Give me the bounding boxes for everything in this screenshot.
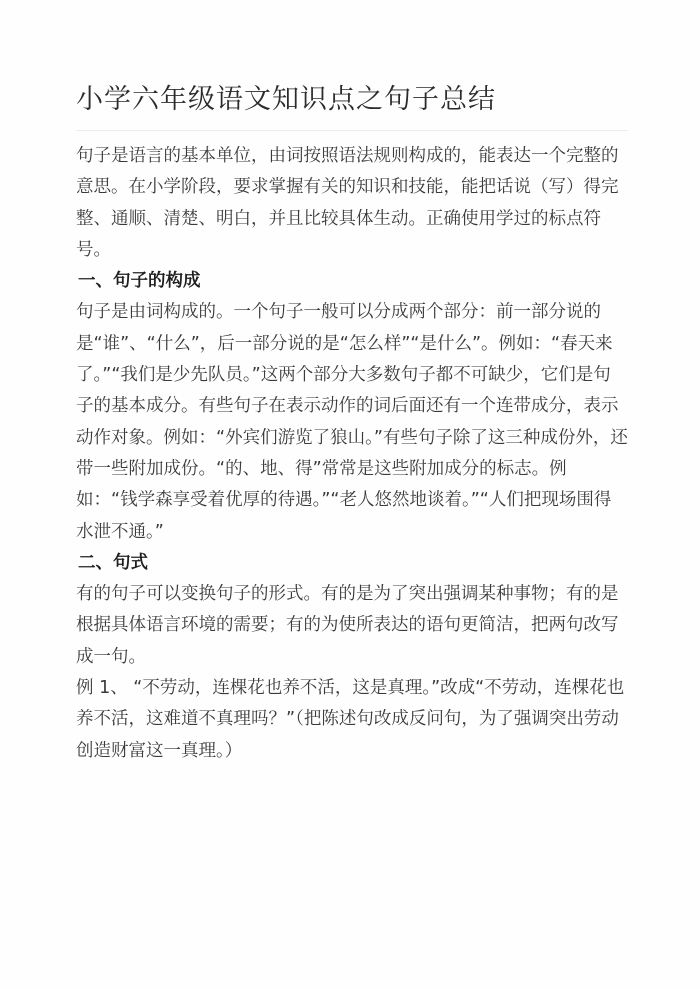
composition-paragraph: 句子是由词构成的。一个句子一般可以分成两个部分：前一部分说的是“谁”、“什么”，后一部分说的是“怎么样”“是什么”。例如：“春天来了。”“我们是少先队员。”这两个部分大多数句子都不可缺少，它们是句子的基本成分。有些句子在表示动作的词后面还有一个连带成分，表示动作对象。例如：“外宾们游览了狼山。”有些句子除了这三种成份外，还带一些附加成份。“的、地、得”常常是这些附加成分的标志。例如：“钱学森享受着优厚的待遇。”“老人悠然地谈着。”“人们把现场围得水泄不通。” bbox=[76, 302, 628, 542]
section-heading-composition: 一、句子的构成 bbox=[78, 271, 201, 292]
title-divider bbox=[76, 130, 628, 131]
sentence-patterns-paragraph: 有的句子可以变换句子的形式。有的是为了突出强调某种事物；有的是根据具体语言环境的需要；有的为使所表达的语句更简洁，把两句改写成一句。 bbox=[76, 584, 619, 667]
example-1-paragraph: 例 1、 “不劳动，连棵花也养不活，这是真理。”改成“不劳动，连棵花也养不活，这难道不真理吗？”（把陈述句改成反问句，为了强调突出劳动创造财富这一真理。） bbox=[76, 678, 625, 761]
section-heading-sentence-patterns: 二、句式 bbox=[78, 552, 148, 573]
page-title: 小学六年级语文知识点之句子总结 bbox=[76, 84, 496, 115]
intro-paragraph: 句子是语言的基本单位，由词按照语法规则构成的，能表达一个完整的意思。在小学阶段，要求掌握有关的知识和技能，能把话说（写）得完整、通顺、清楚、明白，并且比较具体生动。正确使用学过的标点符号。 bbox=[76, 146, 619, 260]
document-body bbox=[76, 141, 628, 767]
